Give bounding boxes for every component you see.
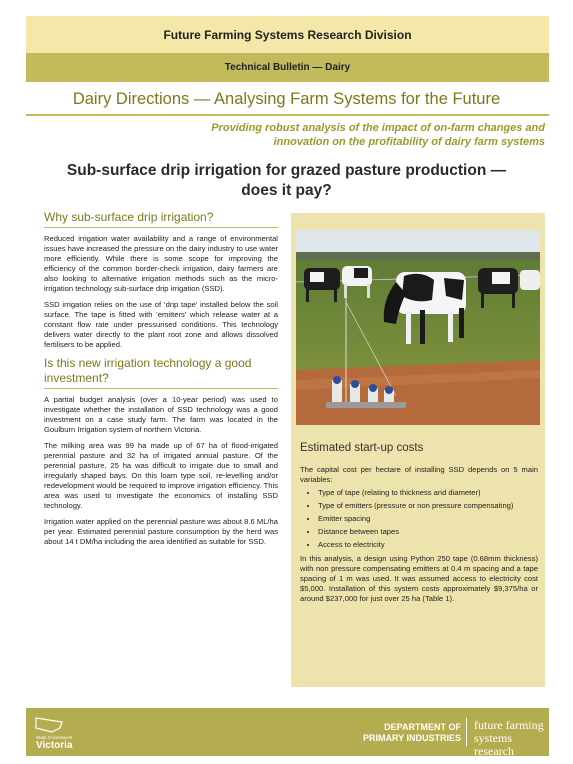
list-item: • Type of emitters (pressure or non pressure compensating) [318, 501, 538, 511]
division-header [26, 16, 549, 53]
cows-photo-illustration [296, 230, 540, 425]
subtitle [125, 121, 545, 149]
footer-divider [466, 718, 467, 746]
department-name [341, 722, 461, 744]
startup-costs-body [300, 465, 538, 607]
paragraph: SSD irrigation relies on the use of ‘drip tape’ installed below the soil surface. The tape is fitted with ‘emitters’ which release water at a constant flow rate under pressurised conditions. This technology delivers water directly to the plant root zone and allows dissolved fertilisers to be applied. [44, 300, 278, 349]
victoria-map-icon [32, 714, 92, 750]
division-name: Future Farming Systems Research Division [163, 27, 412, 42]
list-item: • Type of tape (relating to thickness and diameter) [318, 488, 538, 498]
subtitle-line-1: Providing robust analysis of the impact of on-farm changes and [211, 122, 545, 134]
article-title-line-2: does it pay? [241, 182, 332, 199]
article-title [40, 161, 533, 201]
title-divider [26, 114, 549, 116]
department-line-2: PRIMARY INDUSTRIES [362, 733, 461, 743]
subtitle-line-2: innovation on the profitability of dairy farm systems [273, 136, 545, 148]
list-item: • Emitter spacing [318, 514, 538, 524]
ffsr-line-1: future farming [474, 718, 544, 732]
department-line-1: DEPARTMENT OF [384, 722, 461, 732]
section-heading-investment: Is this new irrigation technology a good investment? [44, 356, 278, 389]
cows-grazing-photo [296, 230, 540, 425]
article-title-line-1: Sub-surface drip irrigation for grazed pasture production — [66, 162, 507, 179]
ffsr-line-2: systems research [474, 731, 514, 758]
section-heading-startup-costs: Estimated start-up costs [300, 442, 424, 454]
section-heading-why-ssd: Why sub-surface drip irrigation? [44, 210, 278, 228]
list-item: • Access to electricity [318, 540, 538, 550]
paragraph: Irrigation water applied on the perennial pasture was about 8.6 ML/ha per year. Estimated perennial pasture consumption by the herd was about 14 t DM/ha including the area identified as suitable for SSD. [44, 517, 278, 546]
list-item: • Distance between tapes [318, 527, 538, 537]
paragraph: Reduced irrigation water availability and a range of environmental issues have increased the pressure on the dairy industry to use water more efficiently. While there is some scope for improving the efficiency of the common border-check irrigation, dairy farmers are also looking to alternative irrigation methods such as the micro-irrigation technology sub-surface drip irrigation (SSD). [44, 234, 278, 293]
vic-big-text: Victoria [36, 740, 73, 750]
footer [26, 708, 549, 756]
page-title: Dairy Directions — Analysing Farm Systems for the Future [72, 90, 501, 108]
paragraph: In this analysis, a design using Python 250 tape (0.68mm thickness) with non pressure compensating emitters at 0.4 m spacing and a tape spacing of 1 m was used. It was assumed access to electricity cost $5,000. Installation of this system costs approximately $9,375/ha or around $237,000 for just over 25 ha (Table 1). [300, 554, 538, 603]
bulletin-header [26, 53, 549, 82]
victoria-logo [32, 714, 92, 750]
ffsr-brand [474, 719, 549, 758]
cost-variables-list [300, 488, 538, 550]
paragraph: The capital cost per hectare of installing SSD depends on 5 main variables: [300, 465, 538, 484]
bulletin-label: Technical Bulletin — Dairy [224, 62, 351, 73]
paragraph: The milking area was 99 ha made up of 67 ha of flood-irrigated perennial pasture and 32 ha of irrigated annual pasture. Of the perennial pasture, 25 ha was difficult to irrigate due to small and irregularly shaped bays. On this loam type soil, re-levelling and/or redevelopment would be required to improve irrigation efficiency. This area was used to investigate the economics of installing SSD technology. [44, 441, 278, 510]
left-column [44, 210, 278, 553]
paragraph: A partial budget analysis (over a 10-year period) was used to investigate whether the installation of SSD technology was a good investment on a case study farm. The farm was located in the Goulburn Irrigation system of northern Victoria. [44, 395, 278, 434]
vic-small-text: State Government [36, 735, 73, 740]
